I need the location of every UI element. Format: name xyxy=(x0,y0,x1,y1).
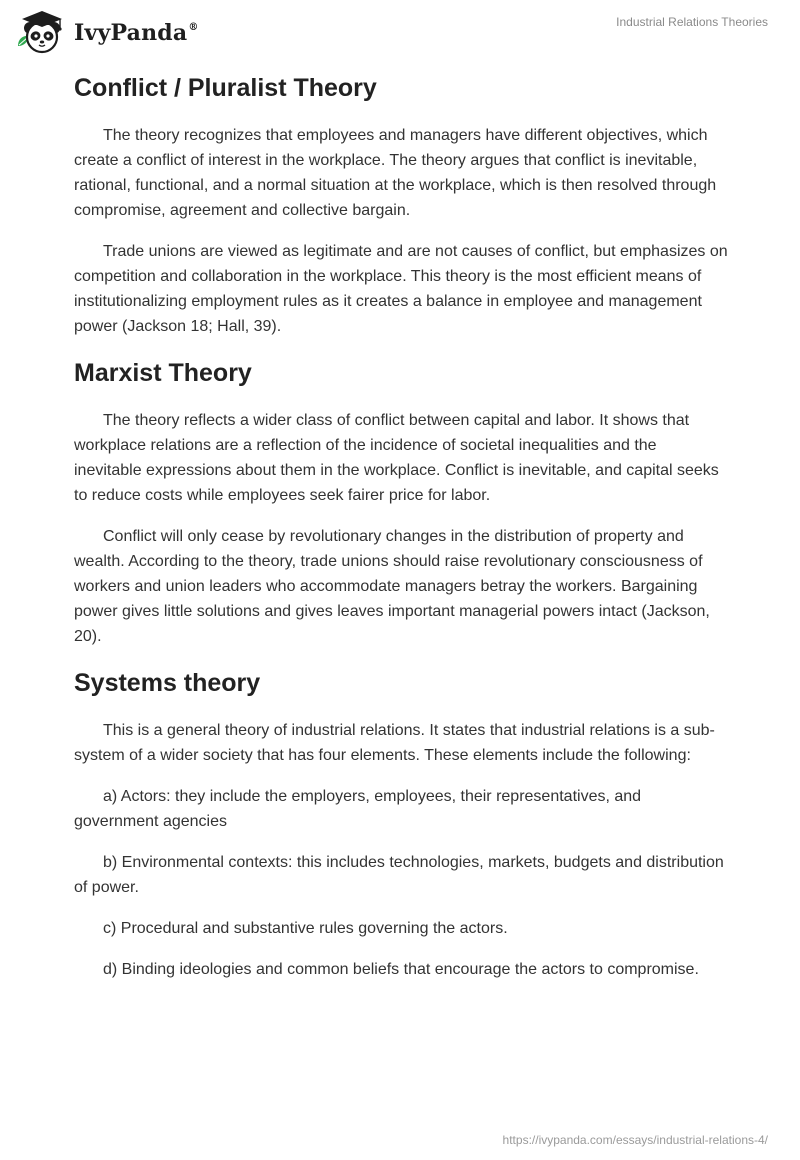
list-item: c) Procedural and substantive rules governing the actors. xyxy=(103,920,508,937)
section-heading: Systems theory xyxy=(74,669,261,697)
essay-content xyxy=(74,70,728,998)
ivypanda-logo[interactable] xyxy=(14,8,199,56)
panda-graduation-cap-icon xyxy=(14,8,70,56)
list-item: b) Environmental contexts: this includes technologies, markets, budgets and distribution of power. xyxy=(74,854,724,896)
paragraph: The theory recognizes that employees and managers have different objectives, which create a conflict of interest in the workplace. The theory argues that conflict is inevitable, rational, functional, and a normal situation at the workplace, which is then resolved through compromise, agreement and collective bargain. xyxy=(74,127,717,219)
list-item: d) Binding ideologies and common beliefs that encourage the actors to compromise. xyxy=(103,961,699,978)
page-header xyxy=(0,0,800,62)
paragraph: Trade unions are viewed as legitimate and are not causes of conflict, but emphasizes on competition and collaboration in the workplace. This theory is the most efficient means of institutionalizing employment rules as it creates a balance in employee and management power (Jackson 18; Hall, 39). xyxy=(74,243,728,335)
section-heading: Conflict / Pluralist Theory xyxy=(74,74,377,102)
brand-name: IvyPanda® xyxy=(74,20,199,46)
list-item: a) Actors: they include the employers, employees, their representatives, and government agencies xyxy=(74,788,642,830)
paragraph: Conflict will only cease by revolutionary changes in the distribution of property and wealth. According to the theory, trade unions should raise revolutionary consciousness of workers and union leaders who accommodate managers betray the workers. Bargaining power gives little solutions and gives leaves important managerial powers intact (Jackson, 20). xyxy=(74,528,710,645)
paragraph: The theory reflects a wider class of conflict between capital and labor. It shows that workplace relations are a reflection of the incidence of societal inequalities and the inevitable expressions about them in the workplace. Conflict is inevitable, and capital seeks to reduce costs while employees seek fairer price for labor. xyxy=(74,412,719,504)
paragraph: This is a general theory of industrial relations. It states that industrial relations is a sub-system of a wider society that has four elements. These elements include the following: xyxy=(74,722,715,764)
source-url[interactable]: https://ivypanda.com/essays/industrial-relations-4/ xyxy=(502,1133,768,1147)
document-title: Industrial Relations Theories xyxy=(616,15,768,29)
section-heading: Marxist Theory xyxy=(74,359,252,387)
